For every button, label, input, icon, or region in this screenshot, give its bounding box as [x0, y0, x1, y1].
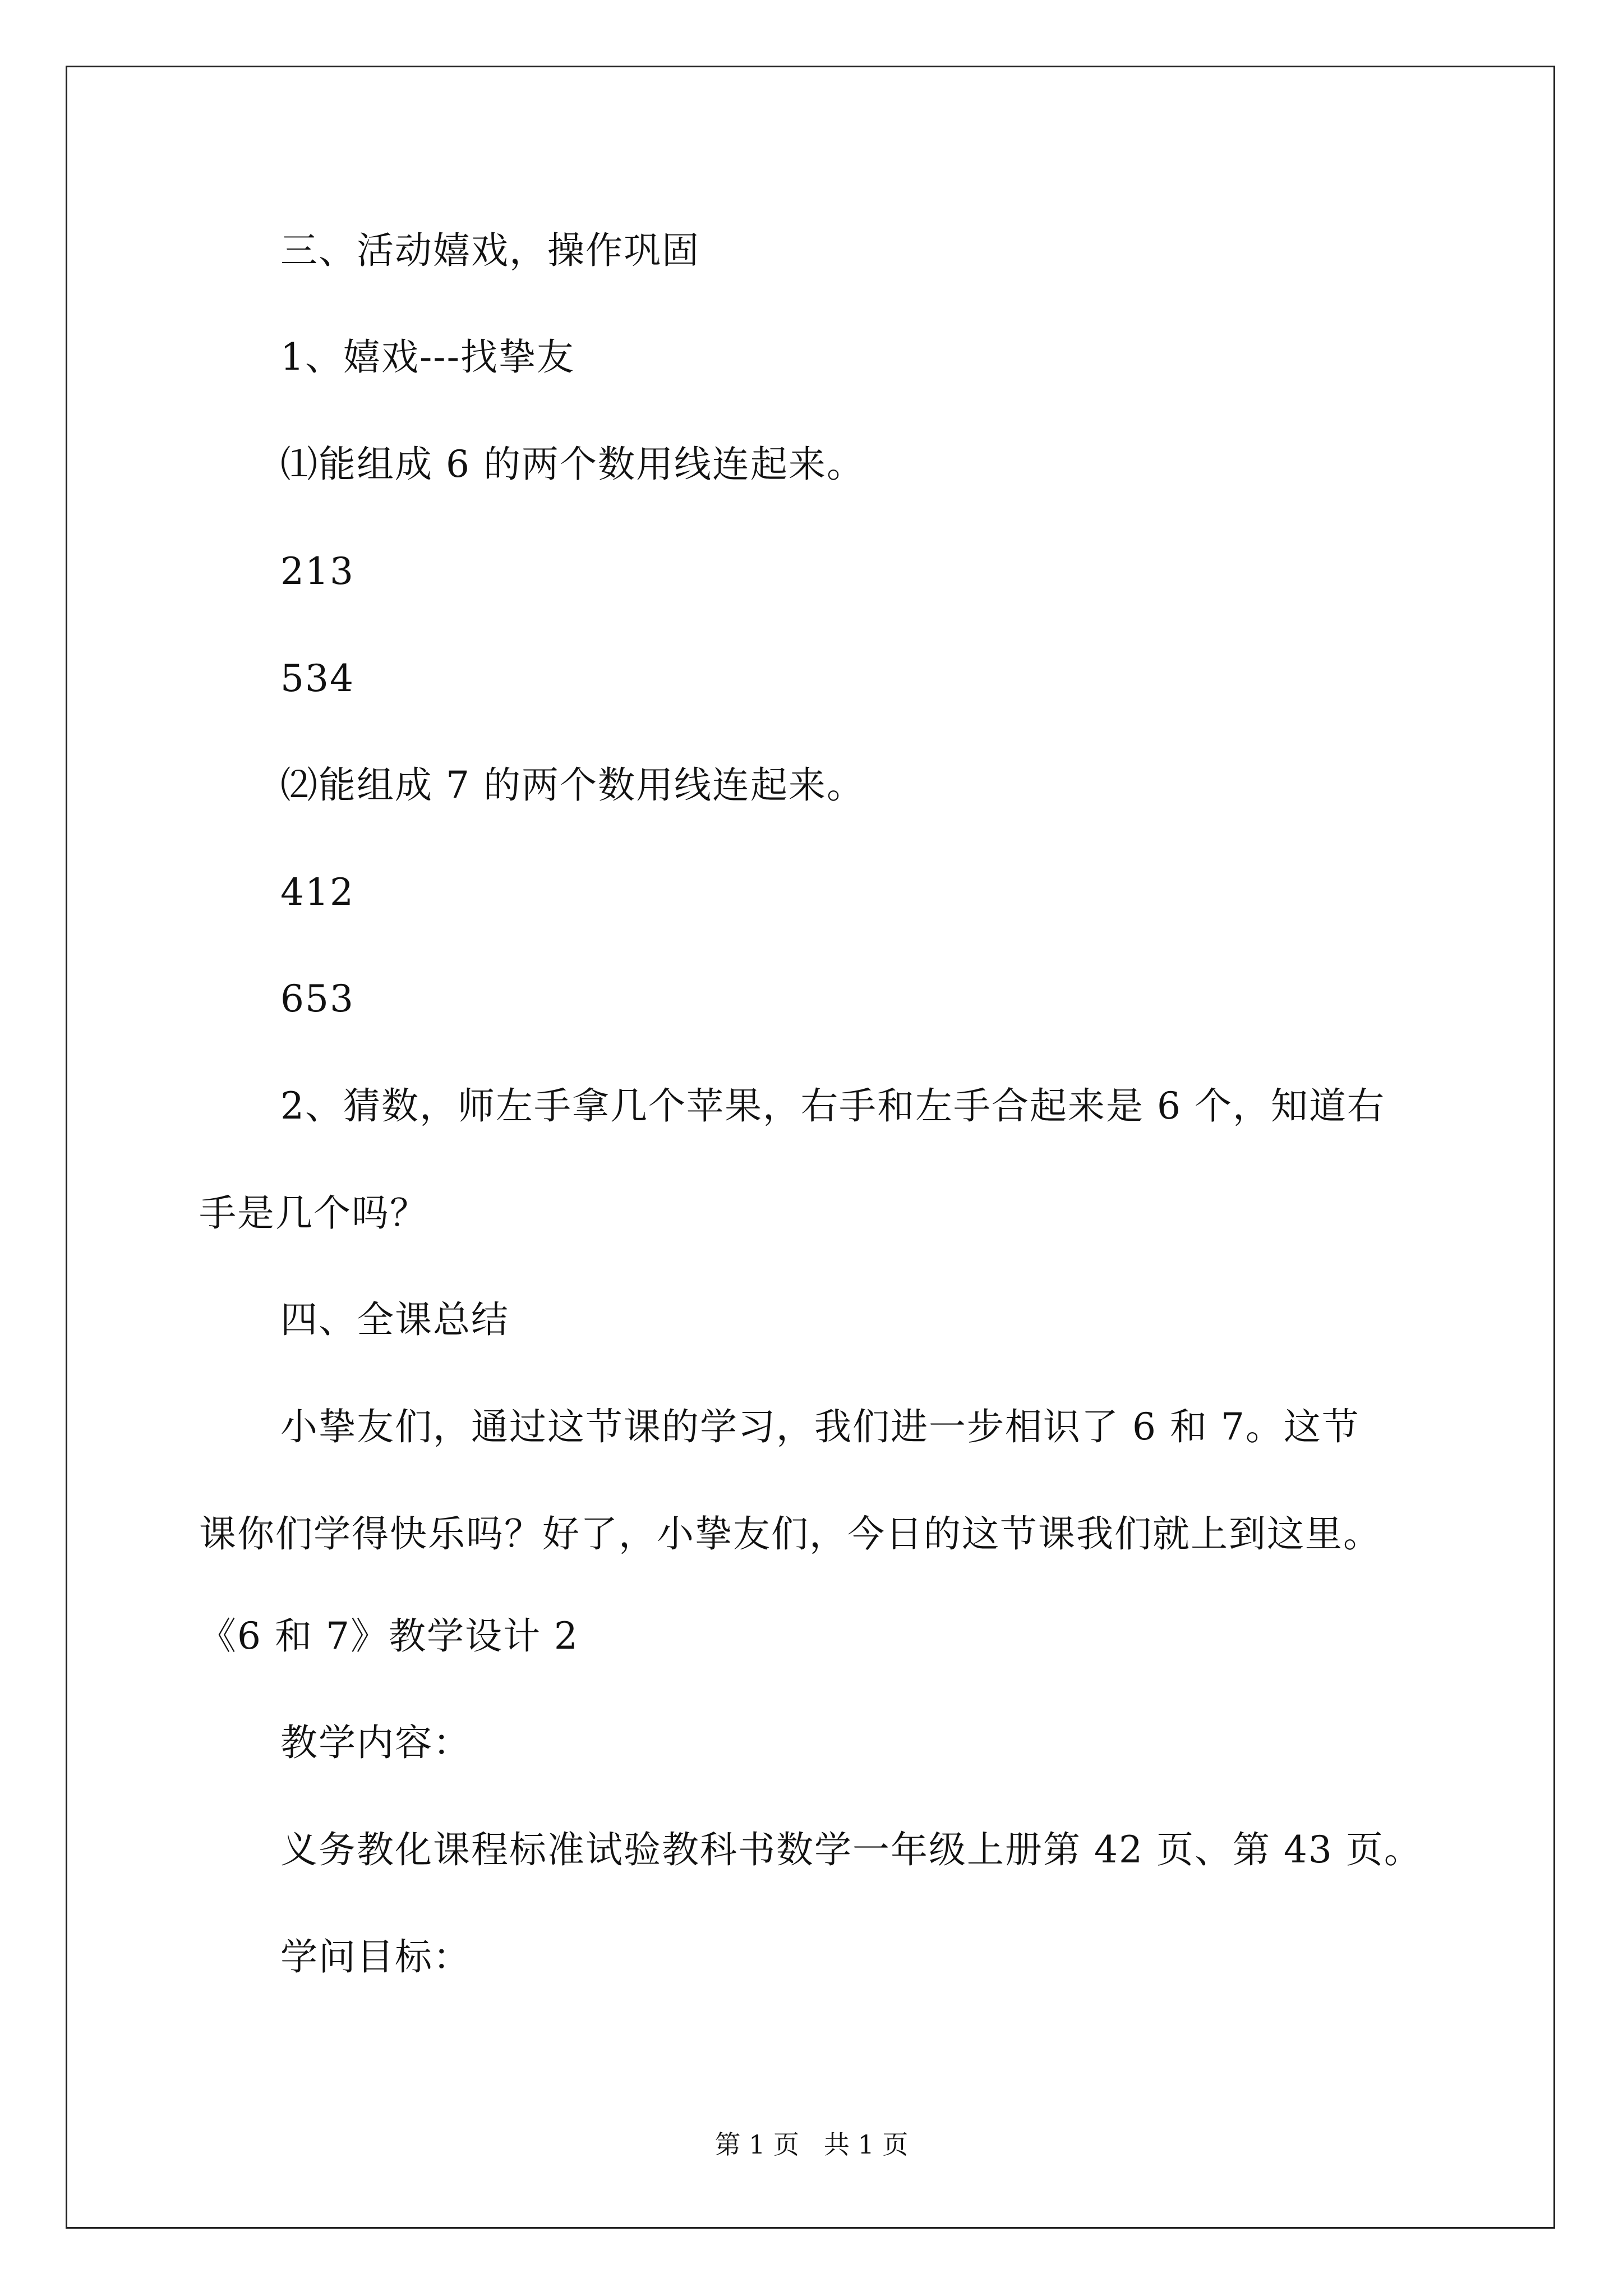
paragraph-line: 义务教化课程标准试验教科书数学一年级上册第 42 页、第 43 页。 — [280, 1828, 1422, 1871]
paragraph-line: 课你们学得快乐吗？好了，小挚友们，今日的这节课我们就上到这里。 — [199, 1512, 1381, 1556]
page-border — [66, 66, 1555, 2229]
paragraph-line: 手是几个吗？ — [199, 1191, 428, 1235]
paragraph-line: 2、猜数，师左手拿几个苹果，右手和左手合起来是 6 个，知道右 — [280, 1084, 1385, 1128]
section-heading-content: 教学内容： — [280, 1721, 471, 1764]
exercise-text: ⑴能组成 6 的两个数用线连起来。 — [280, 443, 865, 486]
number-row: 213 — [280, 550, 354, 593]
number-row: 653 — [280, 977, 354, 1020]
exercise-text: ⑵能组成 7 的两个数用线连起来。 — [280, 763, 865, 807]
paragraph-line: 小挚友们，通过这节课的学习，我们进一步相识了 6 和 7。这节 — [280, 1405, 1360, 1448]
document-title: 《6 和 7》教学设计 2 — [199, 1614, 579, 1658]
number-row: 534 — [280, 657, 354, 700]
section-heading-goals: 学问目标： — [280, 1935, 471, 1978]
section-heading-activity: 三、活动嬉戏，操作巩固 — [280, 229, 700, 272]
page-footer: 第 1 页 共 1 页 — [714, 2129, 909, 2160]
number-row: 412 — [280, 871, 354, 914]
section-heading-summary: 四、全课总结 — [280, 1298, 509, 1341]
list-item-game: 1、嬉戏---找挚友 — [280, 335, 575, 379]
